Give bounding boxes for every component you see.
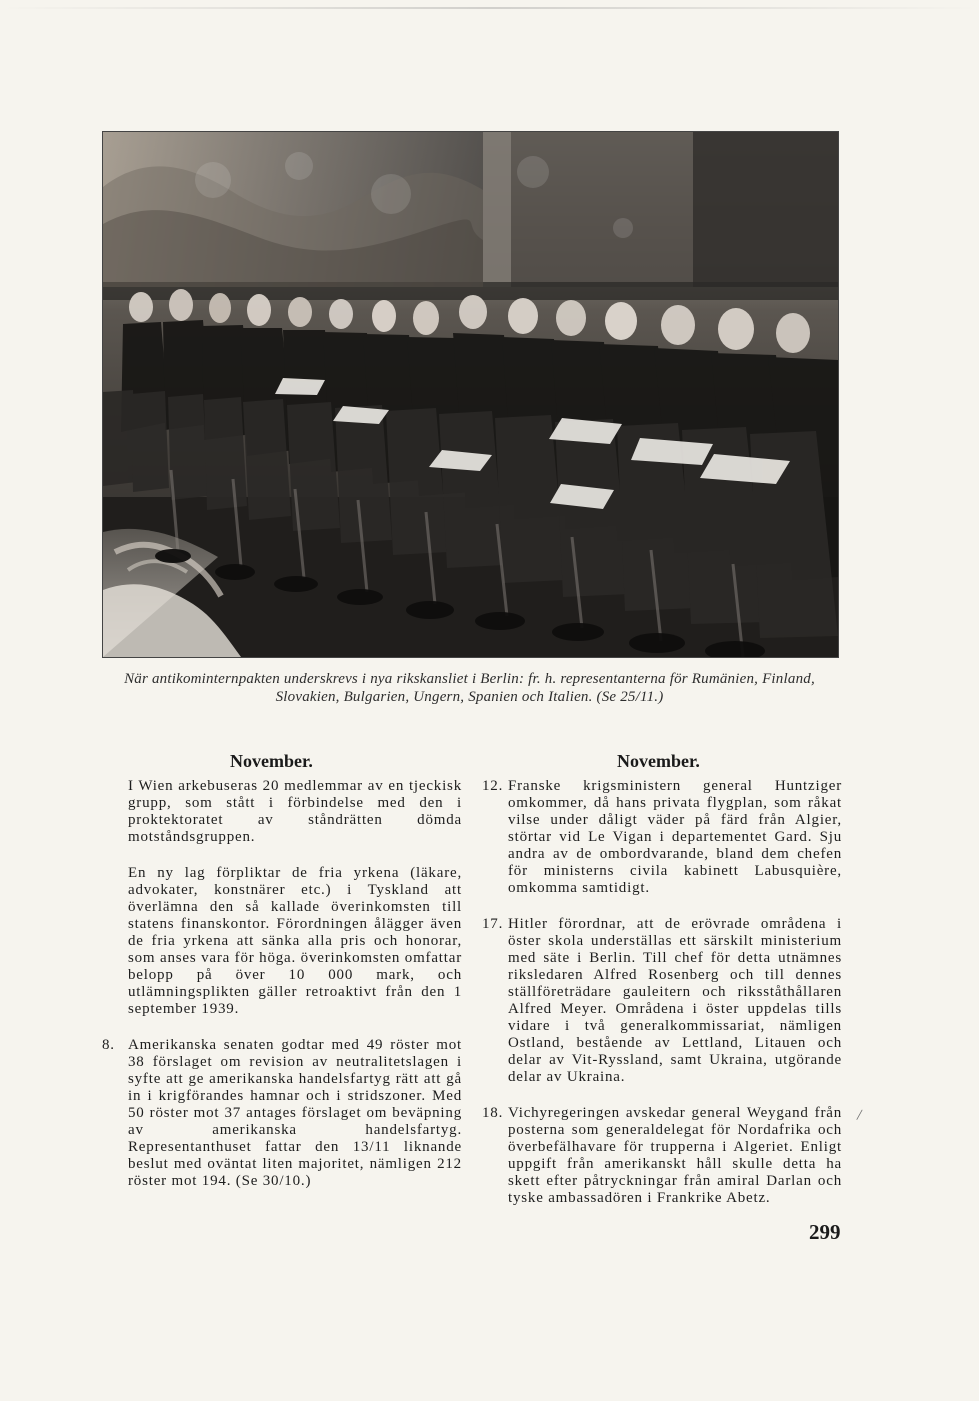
right-entry-3 [482,1105,842,1207]
page-number: 299 [809,1220,841,1244]
photo-caption: När antikominternpakten underskrevs i nya rikskansliet i Berlin: fr. h. representanterna för Rumänien, Finland, Slovakien, Bulgarien, Ungern, Spanien och Italien. (Se 25/11.) [124,671,815,705]
entry-day: 17. [482,916,504,932]
entry-text: Amerikanska senaten godtar med 49 röster mot 38 förslaget om revision av neutralitetslagen i syfte att ge amerikanska handelsfartyg rätt att gå in i krigförandes hamnar och i stridszoner. Med 50 röster mot 37 antages förslaget om beväpning av amerikanska handelsfartyg. Representanthuset fattar den 13/11 liknande beslut med oväntat liten majoritet, nämligen 212 röster mot 194. (Se 30/10.) [128,1037,462,1189]
entry-text: I Wien arkebuseras 20 medlemmar av en tjeckisk grupp, som stått i förbindelse med den i proktektoratet av ståndrätten dömda motståndsgruppen. [128,778,462,845]
top-rule [0,7,979,9]
entry-text: En ny lag förpliktar de fria yrkena (läkare, advokater, konstnärer etc.) i Tyskland att överlämna den så kallade överinkomsten till statens finanskontor. Förordningen ålägger även de fria yrkena att sänka alla pris och honorar, som anses vara för höga. överinkomsten omfattar belopp på över 10 000 mark, och utlämningsplikten gäller retroaktivt från den 1 september 1939. [128,865,462,1017]
historical-photo [102,131,839,658]
right-entry-2 [482,916,842,1086]
entry-text: Vichyregeringen avskedar general Weygand från posterna som generaldelegat för Nordafrika och överbefälhavare för trupperna i Algeriet. Enligt uppgift från amerikanskt håll skulle detta ha skett efter påtryckningar från amiral Darlan och tyske ambassadören i Frankrike Abetz. [508,1105,842,1206]
right-column-heading: November. [617,751,700,771]
right-column [482,778,842,1225]
left-entry-1 [102,778,462,846]
left-column-heading: November. [230,751,313,771]
entry-day: 8. [102,1037,115,1053]
entry-text: Franske krigsministern general Huntziger omkommer, då hans privata flygplan, som råkat vilse under dåligt väder på färd från Algier, störtar vid Le Vigan i departementet Gard. Sju andra av de ombordvarande, bland dem chefen för ministerns civila kabinett Labusquière, omkomma samtidigt. [508,778,842,896]
entry-text: Hitler förordnar, att de erövrade områdena i öster skola underställas ett särskilt ministerium med säte i Berlin. Till chef för detta utnämnes riksledaren Alfred Rosenberg och till dennes ställföreträdare gauleitern och riksståthållaren Alfred Meyer. Områdena i öster uppdelas tills vidare i två generalkommissariat, nämligen Ostland, bestående av Lettland, Litauen och delar av Vit-Ryssland, samt Ukraina, utgörande delar av Ukraina. [508,916,842,1085]
left-entry-3 [102,1037,462,1190]
left-entry-2 [102,865,462,1018]
right-entry-1 [482,778,842,897]
entry-day: 18. [482,1105,504,1121]
photo-illustration [103,132,838,657]
left-column [102,778,462,1209]
margin-mark: / [855,1106,863,1125]
entry-day: 12. [482,778,504,794]
